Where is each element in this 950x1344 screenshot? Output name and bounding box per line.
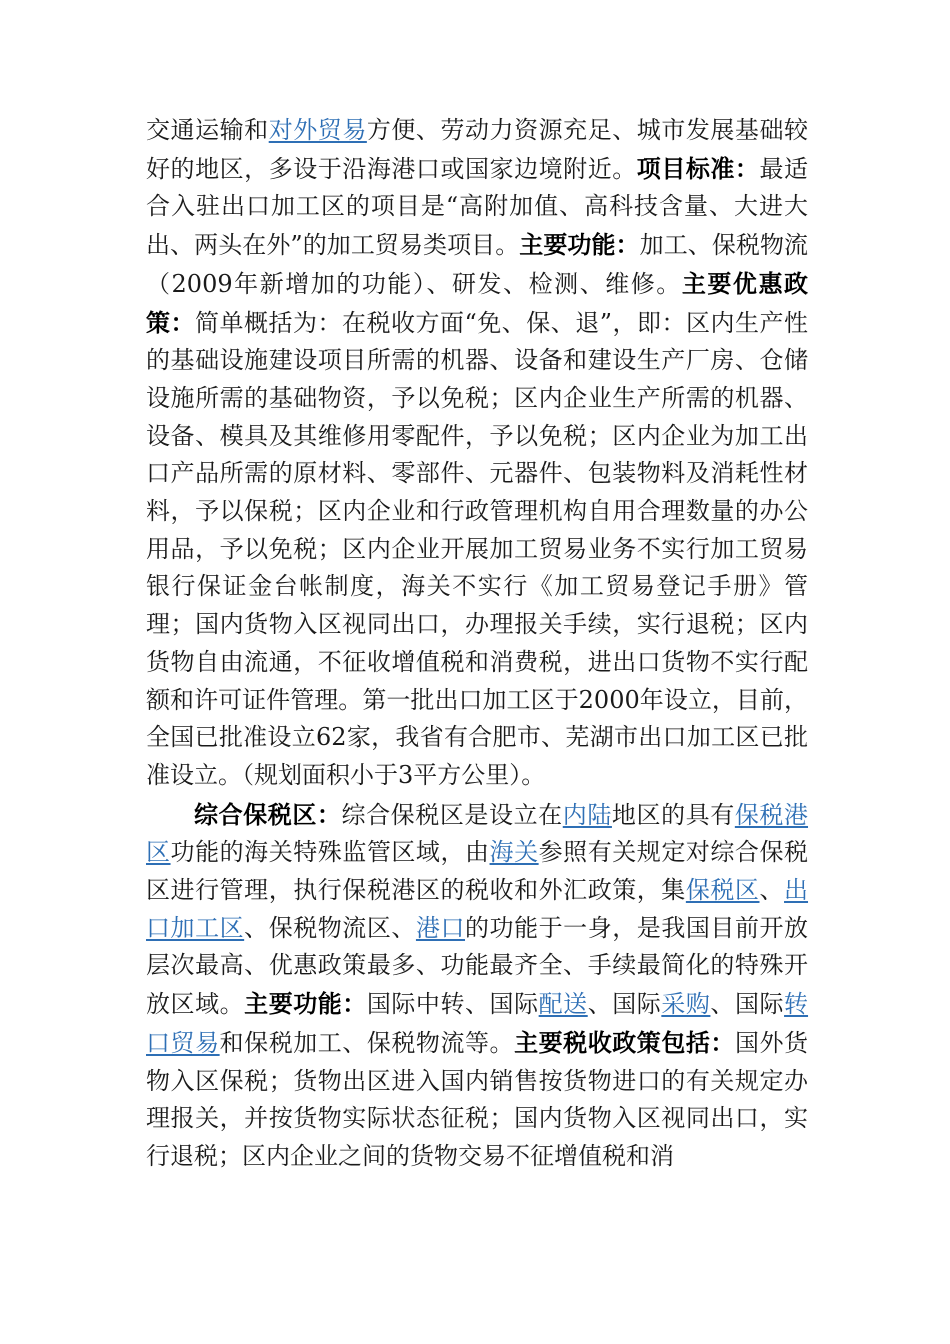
paragraph-p2 <box>146 796 808 1176</box>
link-gang-kou[interactable]: 港口 <box>415 913 466 942</box>
bold-heading-text: 综合保税区： <box>194 799 342 829</box>
link-pei-song[interactable]: 配送 <box>538 990 588 1019</box>
link-cai-gou[interactable]: 采购 <box>661 990 711 1019</box>
body-text: 、 <box>759 876 785 905</box>
link-bao-shui-qu[interactable]: 保税区 <box>685 876 760 905</box>
bold-heading-text: 主要优惠政策： <box>146 268 809 337</box>
body-text: 最适合入驻出口加工区的项目是“高附加值、高科技含量、大进大出、两头在外”的加工贸易类项目。 <box>146 154 809 260</box>
body-text: 的功能于一身，是我国目前开放层次最高、优惠政策最多、功能最齐全、手续最简化的特殊开放区域。 <box>146 913 809 1019</box>
body-text: 地区的具有 <box>611 800 735 829</box>
body-text: 交通运输和 <box>146 116 269 144</box>
link-hai-guan[interactable]: 海关 <box>489 838 539 867</box>
body-text: 参照有关规定对综合保税区进行管理，执行保税港区的税收和外汇政策，集 <box>146 838 809 905</box>
bold-heading-text: 主要税收政策包括： <box>514 1027 735 1057</box>
body-text: 加工、保税物流（2009年新增加的功能）、研发、检测、维修。 <box>146 231 809 298</box>
link-nei-lu[interactable]: 内陆 <box>562 800 612 829</box>
bold-heading-text: 主要功能： <box>519 230 640 260</box>
link-chu-kou-jia-gong-qu[interactable]: 出口加工区 <box>146 876 809 942</box>
bold-heading-text: 项目标准： <box>636 153 760 183</box>
body-text: 方便、劳动力资源充足、城市发展基础较好的地区，多设于沿海港口或国家边境附近。 <box>146 116 809 183</box>
body-text: 简单概括为：在税收方面“免、保、退”，即：区内生产性的基础设施建设项目所需的机器、设备和建设生产厂房、仓储设施所需的基础物资，予以免税；区内企业生产所需的机器、设备、模具及其维修用零配件，予以免税；区内企业为加工出口产品所需的原材料、零部件、元器件、包装物料及消耗性材料，予以保税；区内企业和行政管理机构自用合理数量的办公用品，予以免税；区内企业开展加工贸易业务不实行加工贸易银行保证金台帐制度，海关不实行《加工贸易登记手册》管理；国内货物入区视同出口，办理报关手续，实行退税；区内货物自由流通，不征收增值税和消费税，进出口货物不实行配额和许可证件管理。第一批出口加工区于2000年设立，目前，全国已批准设立62家，我省有合肥市、芜湖市出口加工区已批准设立。（规划面积小于3平方公里）。 <box>146 308 808 789</box>
document-body <box>146 112 808 1176</box>
link-zhuan-kou-mao-yi[interactable]: 转口贸易 <box>146 990 809 1057</box>
body-text: 、国际 <box>587 990 662 1019</box>
bold-heading-text: 主要功能： <box>244 989 367 1019</box>
body-text: 综合保税区是设立在 <box>341 800 563 829</box>
body-text: 国际中转、国际 <box>366 990 539 1019</box>
body-text: 、保税物流区、 <box>244 913 416 942</box>
link-dui-wai-mao-yi[interactable]: 对外贸易 <box>268 116 367 144</box>
link-bao-shui-gang-qu[interactable]: 保税港区 <box>146 800 809 867</box>
body-text: 国外货物入区保税；货物出区进入国内销售按货物进口的有关规定办理报关，并按货物实际状态征税；国内货物入区视同出口，实行退税；区内企业之间的货物交易不征增值税和消 <box>146 1028 809 1170</box>
body-text: 、国际 <box>710 990 785 1019</box>
body-text: 功能的海关特殊监管区域，由 <box>170 838 490 867</box>
paragraph-p1 <box>146 112 808 795</box>
body-text: 和保税加工、保税物流等。 <box>219 1028 515 1057</box>
